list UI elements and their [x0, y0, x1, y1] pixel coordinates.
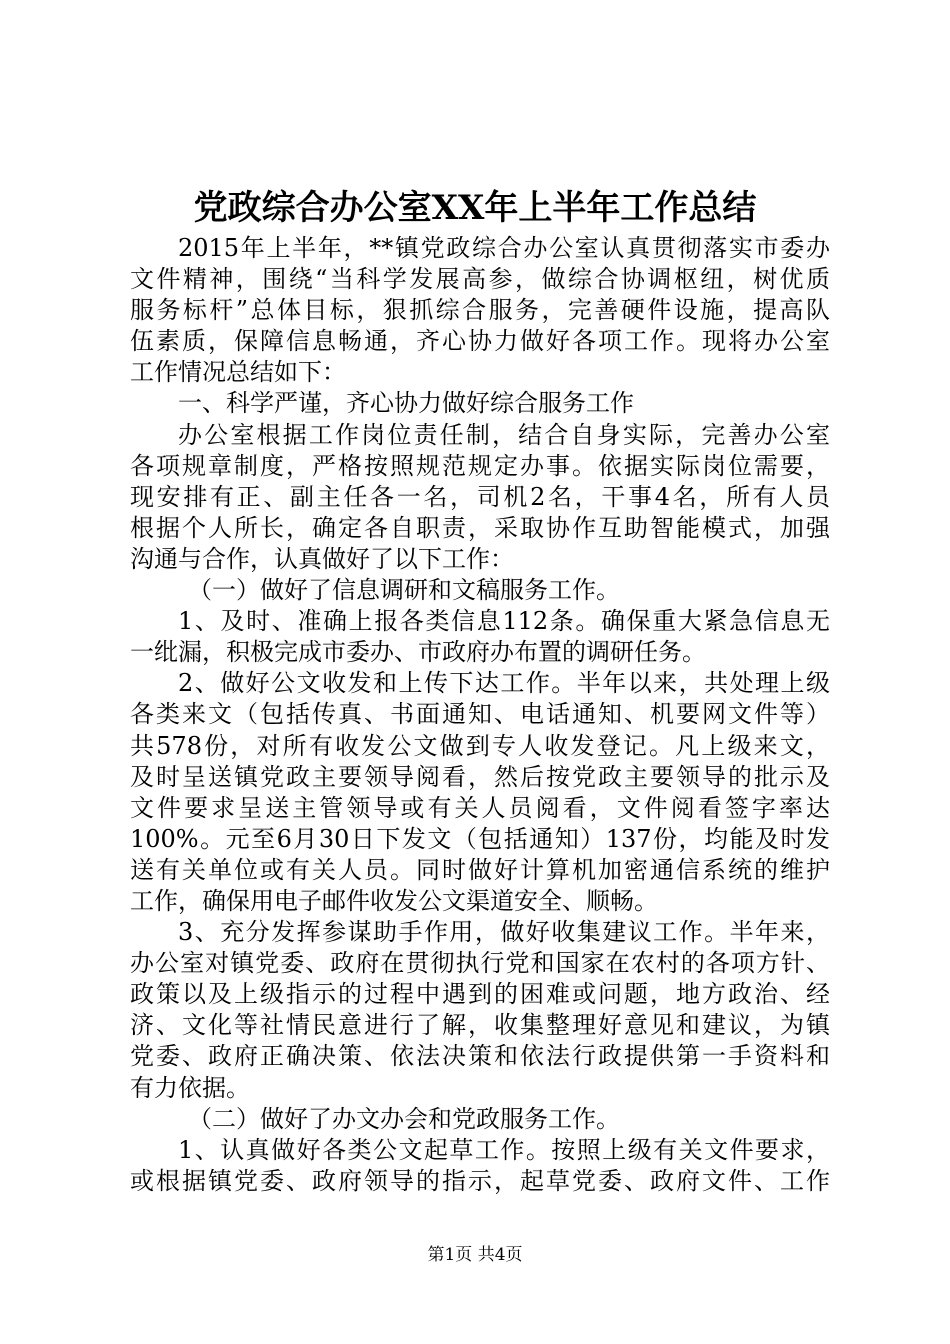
paragraph-line: 及时呈送镇党政主要领导阅看，然后按党政主要领导的批示及: [130, 762, 830, 791]
paragraph-line: 各类来文（包括传真、书面通知、电话通知、机要网文件等）: [130, 700, 830, 729]
paragraph-line: 各项规章制度，严格按照规范规定办事。依据实际岗位需要，: [130, 451, 830, 480]
paragraph-line: 办公室根据工作岗位责任制，结合自身实际，完善办公室: [178, 420, 830, 449]
paragraph-line: 政策以及上级指示的过程中遇到的困难或问题，地方政治、经: [130, 980, 830, 1009]
paragraph-line: 2015年上半年，**镇党政综合办公室认真贯彻落实市委办: [178, 234, 830, 262]
paragraph-line: 伍素质，保障信息畅通，齐心协力做好各项工作。现将办公室: [130, 327, 830, 356]
paragraph-line: 3、充分发挥参谋助手作用，做好收集建议工作。半年来，: [178, 918, 830, 947]
paragraph-line: 工作，确保用电子邮件收发公文渠道安全、顺畅。: [130, 886, 658, 915]
subsection-heading: （二）做好了办文办会和党政服务工作。: [188, 1104, 620, 1133]
document-title: 党政综合办公室XX年上半年工作总结: [193, 188, 757, 228]
paragraph-line: 服务标杆”总体目标，狠抓综合服务，完善硬件设施，提高队: [130, 296, 830, 325]
paragraph-line: 有力依据。: [130, 1073, 250, 1102]
paragraph-line: 共578份，对所有收发公文做到专人收发登记。凡上级来文，: [130, 731, 830, 760]
paragraph-line: 现安排有正、副主任各一名，司机2名，干事4名，所有人员: [130, 482, 830, 511]
document-body: [130, 233, 830, 1197]
paragraph-line: 办公室对镇党委、政府在贯彻执行党和国家在农村的各项方针、: [130, 949, 830, 978]
paragraph-line: 根据个人所长，确定各自职责，采取协作互助智能模式，加强: [130, 513, 830, 542]
paragraph-line: 济、文化等社情民意进行了解，收集整理好意见和建议，为镇: [130, 1011, 830, 1040]
section-heading: 一、科学严谨，齐心协力做好综合服务工作: [178, 389, 634, 418]
paragraph-line: 2、做好公文收发和上传下达工作。半年以来，共处理上级: [178, 669, 830, 698]
paragraph-line: 文件精神，围绕“当科学发展高参，做综合协调枢纽，树优质: [130, 265, 830, 294]
paragraph-line: 1、认真做好各类公文起草工作。按照上级有关文件要求，: [178, 1135, 830, 1164]
paragraph-line: 沟通与合作，认真做好了以下工作：: [130, 544, 514, 573]
page-number-footer: 第1页 共4页: [427, 1245, 523, 1265]
paragraph-line: 100%。元至6月30日下发文（包括通知）137份，均能及时发: [130, 824, 830, 853]
subsection-heading: （一）做好了信息调研和文稿服务工作。: [188, 576, 620, 605]
paragraph-line: 送有关单位或有关人员。同时做好计算机加密通信系统的维护: [130, 855, 830, 884]
paragraph-line: 文件要求呈送主管领导或有关人员阅看，文件阅看签字率达: [130, 793, 830, 822]
paragraph-line: 一纰漏，积极完成市委办、市政府办布置的调研任务。: [130, 638, 706, 667]
paragraph-line: 工作情况总结如下：: [130, 358, 346, 387]
paragraph-line: 党委、政府正确决策、依法决策和依法行政提供第一手资料和: [130, 1042, 830, 1071]
paragraph-line: 1、及时、准确上报各类信息112条。确保重大紧急信息无: [178, 607, 830, 636]
paragraph-line: 或根据镇党委、政府领导的指示，起草党委、政府文件、工作: [130, 1166, 830, 1195]
